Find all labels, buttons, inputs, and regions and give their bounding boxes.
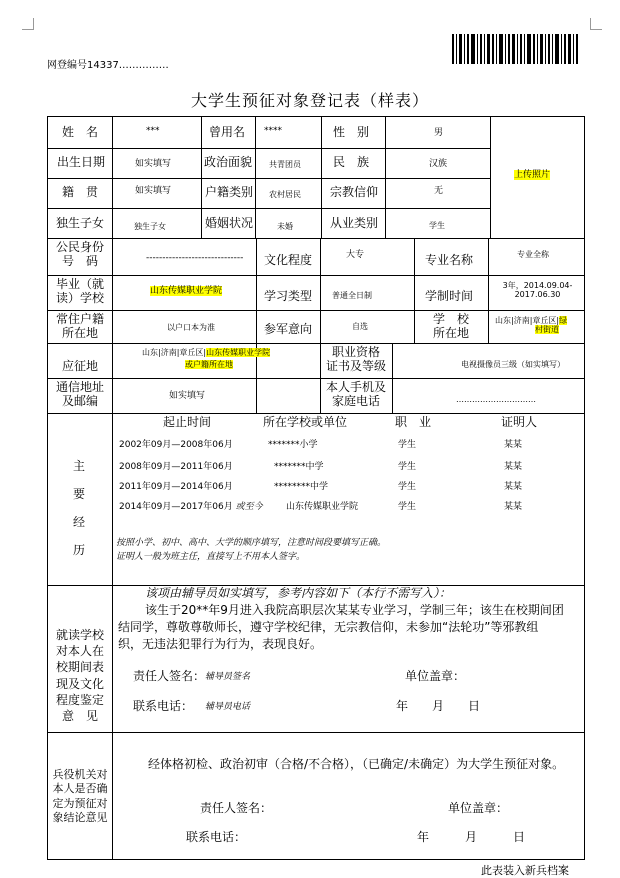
col-divider (392, 343, 393, 413)
label-enlist-place: 应征地 (62, 359, 99, 373)
experience-school: *******中学 (274, 462, 324, 472)
value-study-duration: 3年，2014.09.04- 2017.06.30 (502, 281, 573, 300)
label-residence: 常住户籍 所在地 (55, 312, 104, 340)
row-divider (47, 343, 585, 344)
appraisal-label: 就读学校 对本人在 校期间表 现及文化 程度鉴定 意 见 (55, 628, 104, 723)
label-school-location: 学 校 所在地 (432, 312, 469, 340)
row-divider (47, 178, 490, 179)
registration-number: 网登编号14337…………… (47, 60, 169, 71)
experience-job: 学生 (398, 502, 417, 512)
value-enlist-place: 山东|济南|章丘区|山东传媒职业学院 或户籍所在地 (142, 348, 271, 370)
experience-label-1: 主 (73, 459, 86, 473)
crop-mark-left (22, 18, 34, 30)
col-divider (321, 116, 322, 238)
label-marital-status: 婚姻状况 (205, 216, 254, 230)
experience-witness: 某某 (504, 482, 523, 492)
experience-header-school: 所在学校或单位 (263, 415, 348, 429)
value-id-number: ------------------------------ (146, 253, 244, 263)
value-political-status: 共青团员 (269, 160, 301, 169)
experience-witness: 某某 (504, 462, 523, 472)
label-name: 姓 名 (62, 125, 99, 139)
value-birth-date: 如实填写 (135, 159, 172, 169)
label-ethnicity: 民 族 (333, 155, 370, 169)
value-residence: 以户口本为准 (167, 323, 215, 332)
appraisal-text: 该生于20**年9月进入我院高职层次某某专业学习，学制三年；该生在校期间团 (145, 603, 564, 617)
col-divider (320, 238, 321, 343)
value-phone: ………………………… (456, 395, 536, 404)
experience-school: ********中学 (274, 482, 329, 492)
appraisal-phone-label: 联系电话： (133, 699, 194, 713)
row-divider (47, 310, 585, 311)
appraisal-sign-value: 辅导员签名 (205, 672, 251, 682)
experience-label-3: 经 (73, 515, 86, 529)
value-former-name: **** (264, 126, 282, 136)
label-major: 专业名称 (425, 253, 474, 267)
value-gender: 男 (434, 128, 444, 138)
col-divider (414, 238, 415, 343)
experience-note: 按照小学、初中、高中、大学的顺序填写，注意时间段要填写正确。 (116, 538, 387, 548)
value-name: *** (146, 126, 160, 136)
page-title: 大学生预征对象登记表（样表） (190, 91, 429, 110)
military-sign-label: 责任人签名： (200, 801, 273, 815)
experience-note: 证明人一般为班主任，直接写上不用本人签字。 (116, 552, 306, 562)
col-divider (255, 116, 256, 238)
experience-header-period: 起止时间 (163, 415, 212, 429)
label-enlist-intent: 参军意向 (264, 322, 313, 336)
appraisal-phone-value: 辅导员电话 (205, 702, 251, 712)
label-former-name: 曾用名 (209, 125, 246, 139)
military-phone-label: 联系电话： (186, 830, 247, 844)
row-divider (47, 378, 585, 379)
value-ethnicity: 汉族 (429, 159, 448, 169)
experience-school: *******小学 (268, 440, 318, 450)
experience-label-2: 要 (73, 487, 86, 501)
label-birth-date: 出生日期 (57, 155, 106, 169)
label-gender: 性 别 (333, 125, 370, 139)
experience-period: 2011年09月—2014年06月 (119, 482, 233, 492)
label-hukou-type: 户籍类别 (205, 185, 254, 199)
military-conclusion: 经体格初检、政治初审（合格/不合格），（已确定/未确定）为大学生预征对象。 (148, 757, 565, 771)
military-seal-label: 单位盖章： (448, 801, 509, 815)
row-divider (47, 238, 585, 239)
military-date: 年 月 日 (417, 830, 526, 844)
experience-witness: 某某 (504, 440, 523, 450)
experience-school: 山东传媒职业学院 (286, 502, 359, 512)
col-divider (490, 116, 491, 238)
value-native-place: 如实填写 (135, 186, 172, 196)
label-phone: 本人手机及 家庭电话 (325, 380, 386, 408)
label-mailing-address: 通信地址 及邮编 (55, 380, 104, 408)
value-education: 大专 (346, 250, 365, 260)
row-divider (47, 275, 585, 276)
col-divider (112, 732, 113, 860)
label-study-type: 学习类型 (264, 289, 313, 303)
crop-mark-right (590, 18, 602, 30)
label-religion: 宗教信仰 (330, 185, 379, 199)
military-label: 兵役机关对 本人是否确 定为预征对 象结论意见 (52, 768, 108, 824)
value-only-child: 独生子女 (134, 222, 166, 231)
photo-placeholder[interactable]: 上传照片 (514, 170, 551, 180)
appraisal-seal-label: 单位盖章： (405, 669, 466, 683)
appraisal-sign-label: 责任人签名： (133, 669, 206, 683)
experience-job: 学生 (398, 482, 417, 492)
label-political-status: 政治面貌 (204, 155, 253, 169)
experience-label-4: 历 (73, 543, 86, 557)
footer-note: 此表装入新兵档案 (481, 864, 569, 877)
label-occupation-type: 从业类别 (330, 216, 379, 230)
value-hukou-type: 农村居民 (269, 190, 301, 199)
appraisal-text: 织，无违法犯罪行为行为，表现良好。 (118, 637, 323, 651)
value-enlist-intent: 自选 (352, 322, 368, 331)
experience-witness: 某某 (504, 502, 523, 512)
value-mailing-address: 如实填写 (169, 391, 206, 401)
label-id-number: 公民身份 号 码 (55, 240, 104, 268)
appraisal-date: 年 月 日 (396, 699, 481, 713)
col-divider (201, 116, 202, 238)
label-education: 文化程度 (264, 253, 313, 267)
appraisal-instruction: 该项由辅导员如实填写，参考内容如下（本行不需写入）： (145, 586, 452, 600)
label-qualification: 职业资格 证书及等级 (325, 345, 386, 373)
appraisal-text: 结同学，尊敬尊敬师长，遵守学校纪律，无宗教信仰，未参加“法轮功”等邪教组 (118, 620, 539, 634)
experience-period: 2002年09月—2008年06月 (119, 440, 233, 450)
value-school: 山东传媒职业学院 (150, 286, 223, 296)
barcode (452, 34, 580, 64)
experience-period: 2014年09月—2017年06月 或至今 (119, 502, 263, 512)
row-divider (47, 208, 490, 209)
col-divider (385, 116, 386, 238)
row-divider (47, 732, 585, 733)
label-native-place: 籍 贯 (62, 185, 99, 199)
row-divider (47, 148, 490, 149)
experience-job: 学生 (398, 440, 417, 450)
row-divider (47, 413, 585, 414)
label-only-child: 独生子女 (56, 216, 105, 230)
col-divider (488, 238, 489, 343)
experience-job: 学生 (398, 462, 417, 472)
value-qualification: 电视摄像员三级（如实填写） (461, 360, 565, 369)
experience-header-job: 职 业 (395, 415, 432, 429)
value-religion: 无 (434, 186, 444, 196)
value-study-type: 普通全日制 (332, 291, 372, 300)
col-divider (320, 343, 321, 413)
col-divider (112, 116, 113, 732)
label-school: 毕业（就 读）学校 (55, 277, 104, 305)
col-divider (256, 238, 257, 413)
value-marital-status: 未婚 (277, 222, 293, 231)
value-school-location: 山东|济南|章丘区|绿 村街道 (495, 316, 568, 335)
value-occupation-type: 学生 (429, 221, 445, 230)
experience-header-witness: 证明人 (501, 415, 538, 429)
value-major: 专业全称 (517, 250, 549, 259)
label-study-duration: 学制时间 (425, 289, 474, 303)
experience-period: 2008年09月—2011年06月 (119, 462, 233, 472)
